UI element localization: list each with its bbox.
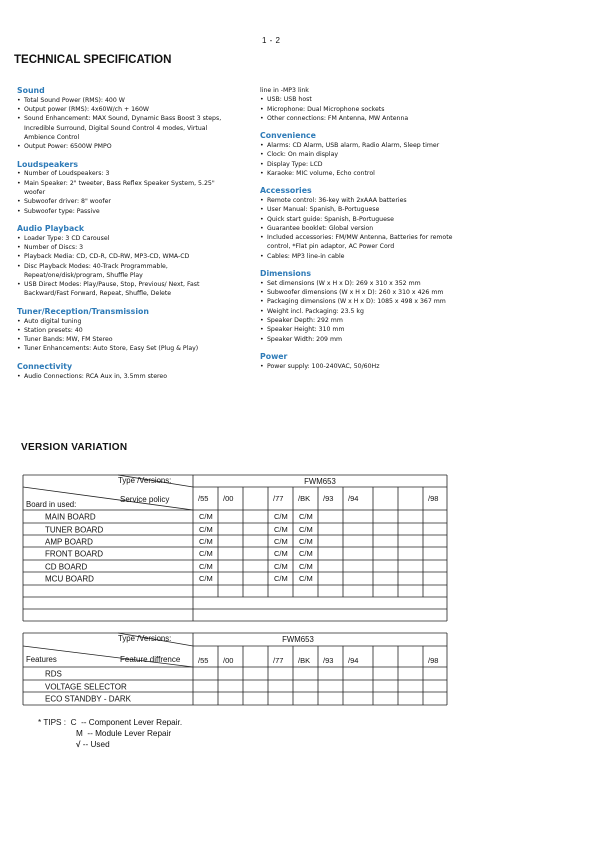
bullet-icon: •	[17, 179, 21, 187]
tips-legend	[38, 717, 182, 750]
bullet-icon: •	[260, 335, 264, 343]
spec-item-text: Speaker Height: 310 mm	[267, 326, 345, 334]
bullet-icon: •	[17, 326, 21, 334]
bullet-icon: •	[260, 326, 264, 334]
repair-code-cell: C/M	[299, 525, 313, 534]
bullet-icon: •	[260, 114, 264, 122]
section-heading-loudspeakers: Loudspeakers	[17, 159, 78, 169]
spec-item-text: Main Speaker: 2" tweeter, Bass Reflex Speaker System, 5.25" woofer	[24, 179, 215, 196]
section-heading-audio-playback: Audio Playback	[17, 223, 85, 233]
bullet-icon: •	[260, 105, 264, 113]
spec-item-text: Speaker Width: 209 mm	[267, 335, 342, 343]
spec-item-text: Guarantee booklet: Global version	[267, 224, 374, 232]
bullet-icon: •	[260, 289, 264, 297]
repair-code-cell: C/M	[199, 512, 213, 521]
bullet-icon: •	[17, 345, 21, 353]
board-row-label: MAIN BOARD	[45, 512, 96, 522]
version-code: /55	[198, 494, 209, 503]
spec-item-text: Quick start guide: Spanish, B-Portuguese	[267, 215, 394, 223]
version-code: /77	[273, 494, 284, 503]
bullet-icon: •	[260, 234, 264, 242]
bullet-icon: •	[260, 151, 264, 159]
service-policy-label: Service policy	[120, 495, 170, 504]
spec-item-text: Alarms: CD Alarm, USB alarm, Radio Alarm, Sleep timer	[267, 141, 440, 149]
bullet-icon: •	[17, 96, 21, 104]
spec-item-text: User Manual: Spanish, B-Portuguese	[267, 206, 380, 214]
board-row-label: MCU BOARD	[45, 574, 94, 584]
repair-code-cell: C/M	[274, 525, 288, 534]
section-heading-sound: Sound	[17, 86, 45, 95]
spec-item-text: Number of Discs: 3	[24, 243, 84, 251]
repair-code-cell: C/M	[199, 562, 213, 571]
repair-code-cell: C/M	[299, 574, 313, 583]
page-title: TECHNICAL SPECIFICATION	[14, 54, 172, 66]
check-icon: √	[76, 740, 81, 749]
spec-item-text: Packaging dimensions (W x H x D): 1085 x 498 x 367 mm	[267, 298, 446, 306]
repair-code-cell: C/M	[199, 574, 213, 583]
tips-line-used	[38, 739, 182, 750]
bullet-icon: •	[260, 206, 264, 214]
spec-item-text: Number of Loudspeakers: 3	[24, 170, 110, 178]
version-code: /98	[428, 494, 439, 503]
spec-item-text: Cables: MP3 line-in cable	[267, 252, 345, 260]
spec-item-text: Subwoofer driver: 8" woofer	[24, 198, 111, 206]
bullet-icon: •	[17, 115, 21, 123]
bullet-icon: •	[260, 141, 264, 149]
bullet-icon: •	[17, 262, 21, 270]
bullet-icon: •	[17, 336, 21, 344]
bullet-icon: •	[260, 298, 264, 306]
bullet-icon: •	[17, 234, 21, 242]
repair-code-cell: C/M	[199, 537, 213, 546]
repair-code-cell: C/M	[274, 537, 288, 546]
page-number: 1 - 2	[262, 36, 281, 45]
model-label: FWM653	[282, 635, 314, 644]
spec-item-text: Output power (RMS): 4x60W/ch + 160W	[24, 106, 150, 114]
spec-item-text: Karaoke: MIC volume, Echo control	[267, 169, 375, 177]
bullet-icon: •	[17, 198, 21, 206]
section-heading-accessories: Accessories	[260, 186, 312, 196]
spec-item-text: Tuner Enhancements: Auto Store, Easy Set (Plug & Play)	[24, 345, 199, 353]
version-code: /94	[348, 656, 359, 665]
bullet-icon: •	[17, 281, 21, 289]
bullet-icon: •	[260, 169, 264, 177]
repair-code-cell: C/M	[199, 549, 213, 558]
bullet-icon: •	[17, 143, 21, 151]
tips-used-label: -- Used	[82, 740, 110, 749]
feature-row-label: VOLTAGE SELECTOR	[45, 682, 127, 692]
board-in-used-label: Board in used:	[26, 500, 77, 509]
bullet-icon: •	[17, 372, 21, 380]
bullet-icon: •	[260, 196, 264, 204]
version-code: /00	[223, 494, 234, 503]
spec-item-text: Total Sound Power (RMS): 400 W	[24, 96, 125, 104]
spec-item-text: USB Direct Modes: Play/Pause, Stop, Previous/ Next, Fast Backward/Fast Forward, Repeat, Shuffle, Delete	[24, 281, 200, 298]
repair-code-cell: C/M	[299, 549, 313, 558]
repair-code-cell: C/M	[274, 574, 288, 583]
repair-code-cell: C/M	[299, 537, 313, 546]
spec-item-text: Clock: On main display	[267, 151, 339, 159]
feature-row-label: ECO STANDBY - DARK	[45, 694, 131, 704]
bullet-icon: •	[260, 96, 264, 104]
bullet-icon: •	[260, 307, 264, 315]
tips-line-module: M -- Module Lever Repair	[76, 729, 172, 738]
spec-item-text: Power supply: 100-240VAC, 50/60Hz	[267, 362, 380, 370]
bullet-icon: •	[260, 317, 264, 325]
features-label: Features	[26, 655, 57, 664]
version-code: /94	[348, 494, 359, 503]
spec-item-text: Included accessories: FM/MW Antenna, Batteries for remote control, *Flat pin adaptor, AC Power Cord	[267, 234, 453, 251]
bullet-icon: •	[17, 317, 21, 325]
type-versions-label: Type /Versions:	[118, 634, 172, 643]
type-versions-label: Type /Versions:	[118, 476, 172, 485]
spec-item-text: USB: USB host	[267, 96, 312, 104]
spec-item-text: Display Type: LCD	[267, 160, 323, 168]
spec-item-text: Disc Playback Modes: 40-Track Programmable, Repeat/one/disk/program, Shuffle Play	[24, 262, 168, 279]
board-row-label: FRONT BOARD	[45, 549, 104, 559]
spec-item-text: Audio Connections: RCA Aux in, 3.5mm stereo	[24, 372, 168, 380]
spec-item-text: Auto digital tuning	[24, 317, 82, 325]
spec-item-text: Weight incl. Packaging: 23.5 kg	[267, 307, 364, 315]
bullet-icon: •	[17, 170, 21, 178]
section-heading-tuner-reception-transmission: Tuner/Reception/Transmission	[17, 306, 149, 316]
spec-item-text: Tuner Bands: MW, FM Stereo	[24, 336, 113, 344]
version-code: /93	[323, 656, 334, 665]
spec-item-text: Station presets: 40	[24, 326, 83, 334]
feature-row-label: RDS	[45, 669, 62, 679]
spec-continuation-line: line in -MP3 link	[260, 87, 309, 94]
spec-item-text: Sound Enhancement: MAX Sound, Dynamic Bass Boost 3 steps, Incredible Surround, Digital Sound Control 4 modes, Virtual Ambience Control	[24, 115, 222, 141]
spec-item-text: Playback Media: CD, CD-R, CD-RW, MP3-CD, WMA-CD	[24, 253, 190, 261]
tips-line-component: * TIPS : C -- Component Lever Repair.	[38, 718, 183, 727]
spec-item-text: Loader Type: 3 CD Carousel	[24, 234, 110, 242]
section-heading-power: Power	[260, 351, 288, 361]
bullet-icon: •	[17, 106, 21, 114]
repair-code-cell: C/M	[274, 562, 288, 571]
bullet-icon: •	[17, 207, 21, 215]
spec-item-text: Set dimensions (W x H x D): 269 x 310 x 352 mm	[267, 279, 421, 287]
bullet-icon: •	[17, 243, 21, 251]
spec-item-text: Remote control: 36-key with 2xAAA batteries	[267, 196, 407, 204]
bullet-icon: •	[260, 362, 264, 370]
spec-item-text: Speaker Depth: 292 mm	[267, 317, 343, 325]
section-heading-convenience: Convenience	[260, 131, 316, 141]
version-code: /00	[223, 656, 234, 665]
board-row-label: AMP BOARD	[45, 537, 93, 547]
bullet-icon: •	[17, 253, 21, 261]
version-code: /98	[428, 656, 439, 665]
spec-item-text: Microphone: Dual Microphone sockets	[267, 105, 385, 113]
version-code: /77	[273, 656, 284, 665]
version-code: /55	[198, 656, 209, 665]
spec-item-text: Other connections: FM Antenna, MW Antenna	[267, 114, 409, 122]
spec-item-text: Output Power: 6500W PMPO	[24, 143, 112, 151]
spec-item-text: Subwoofer dimensions (W x H x D): 260 x 310 x 426 mm	[267, 289, 444, 297]
version-code: /93	[323, 494, 334, 503]
repair-code-cell: C/M	[299, 512, 313, 521]
repair-code-cell: C/M	[299, 562, 313, 571]
board-row-label: CD BOARD	[45, 562, 88, 572]
repair-code-cell: C/M	[199, 525, 213, 534]
repair-code-cell: C/M	[274, 549, 288, 558]
bullet-icon: •	[260, 215, 264, 223]
section-heading-connectivity: Connectivity	[17, 361, 73, 371]
version-code: /BK	[298, 494, 311, 503]
board-row-label: TUNER BOARD	[45, 525, 104, 535]
version-code: /BK	[298, 656, 311, 665]
section-heading-dimensions: Dimensions	[260, 269, 311, 279]
bullet-icon: •	[260, 279, 264, 287]
bullet-icon: •	[260, 224, 264, 232]
bullet-icon: •	[260, 160, 264, 168]
spec-item-text: Subwoofer type: Passive	[24, 207, 100, 215]
version-variation-title: VERSION VARIATION	[21, 442, 128, 453]
model-label: FWM653	[304, 477, 336, 486]
bullet-icon: •	[260, 252, 264, 260]
feature-difference-label: Feature diffrence	[120, 655, 181, 664]
repair-code-cell: C/M	[274, 512, 288, 521]
